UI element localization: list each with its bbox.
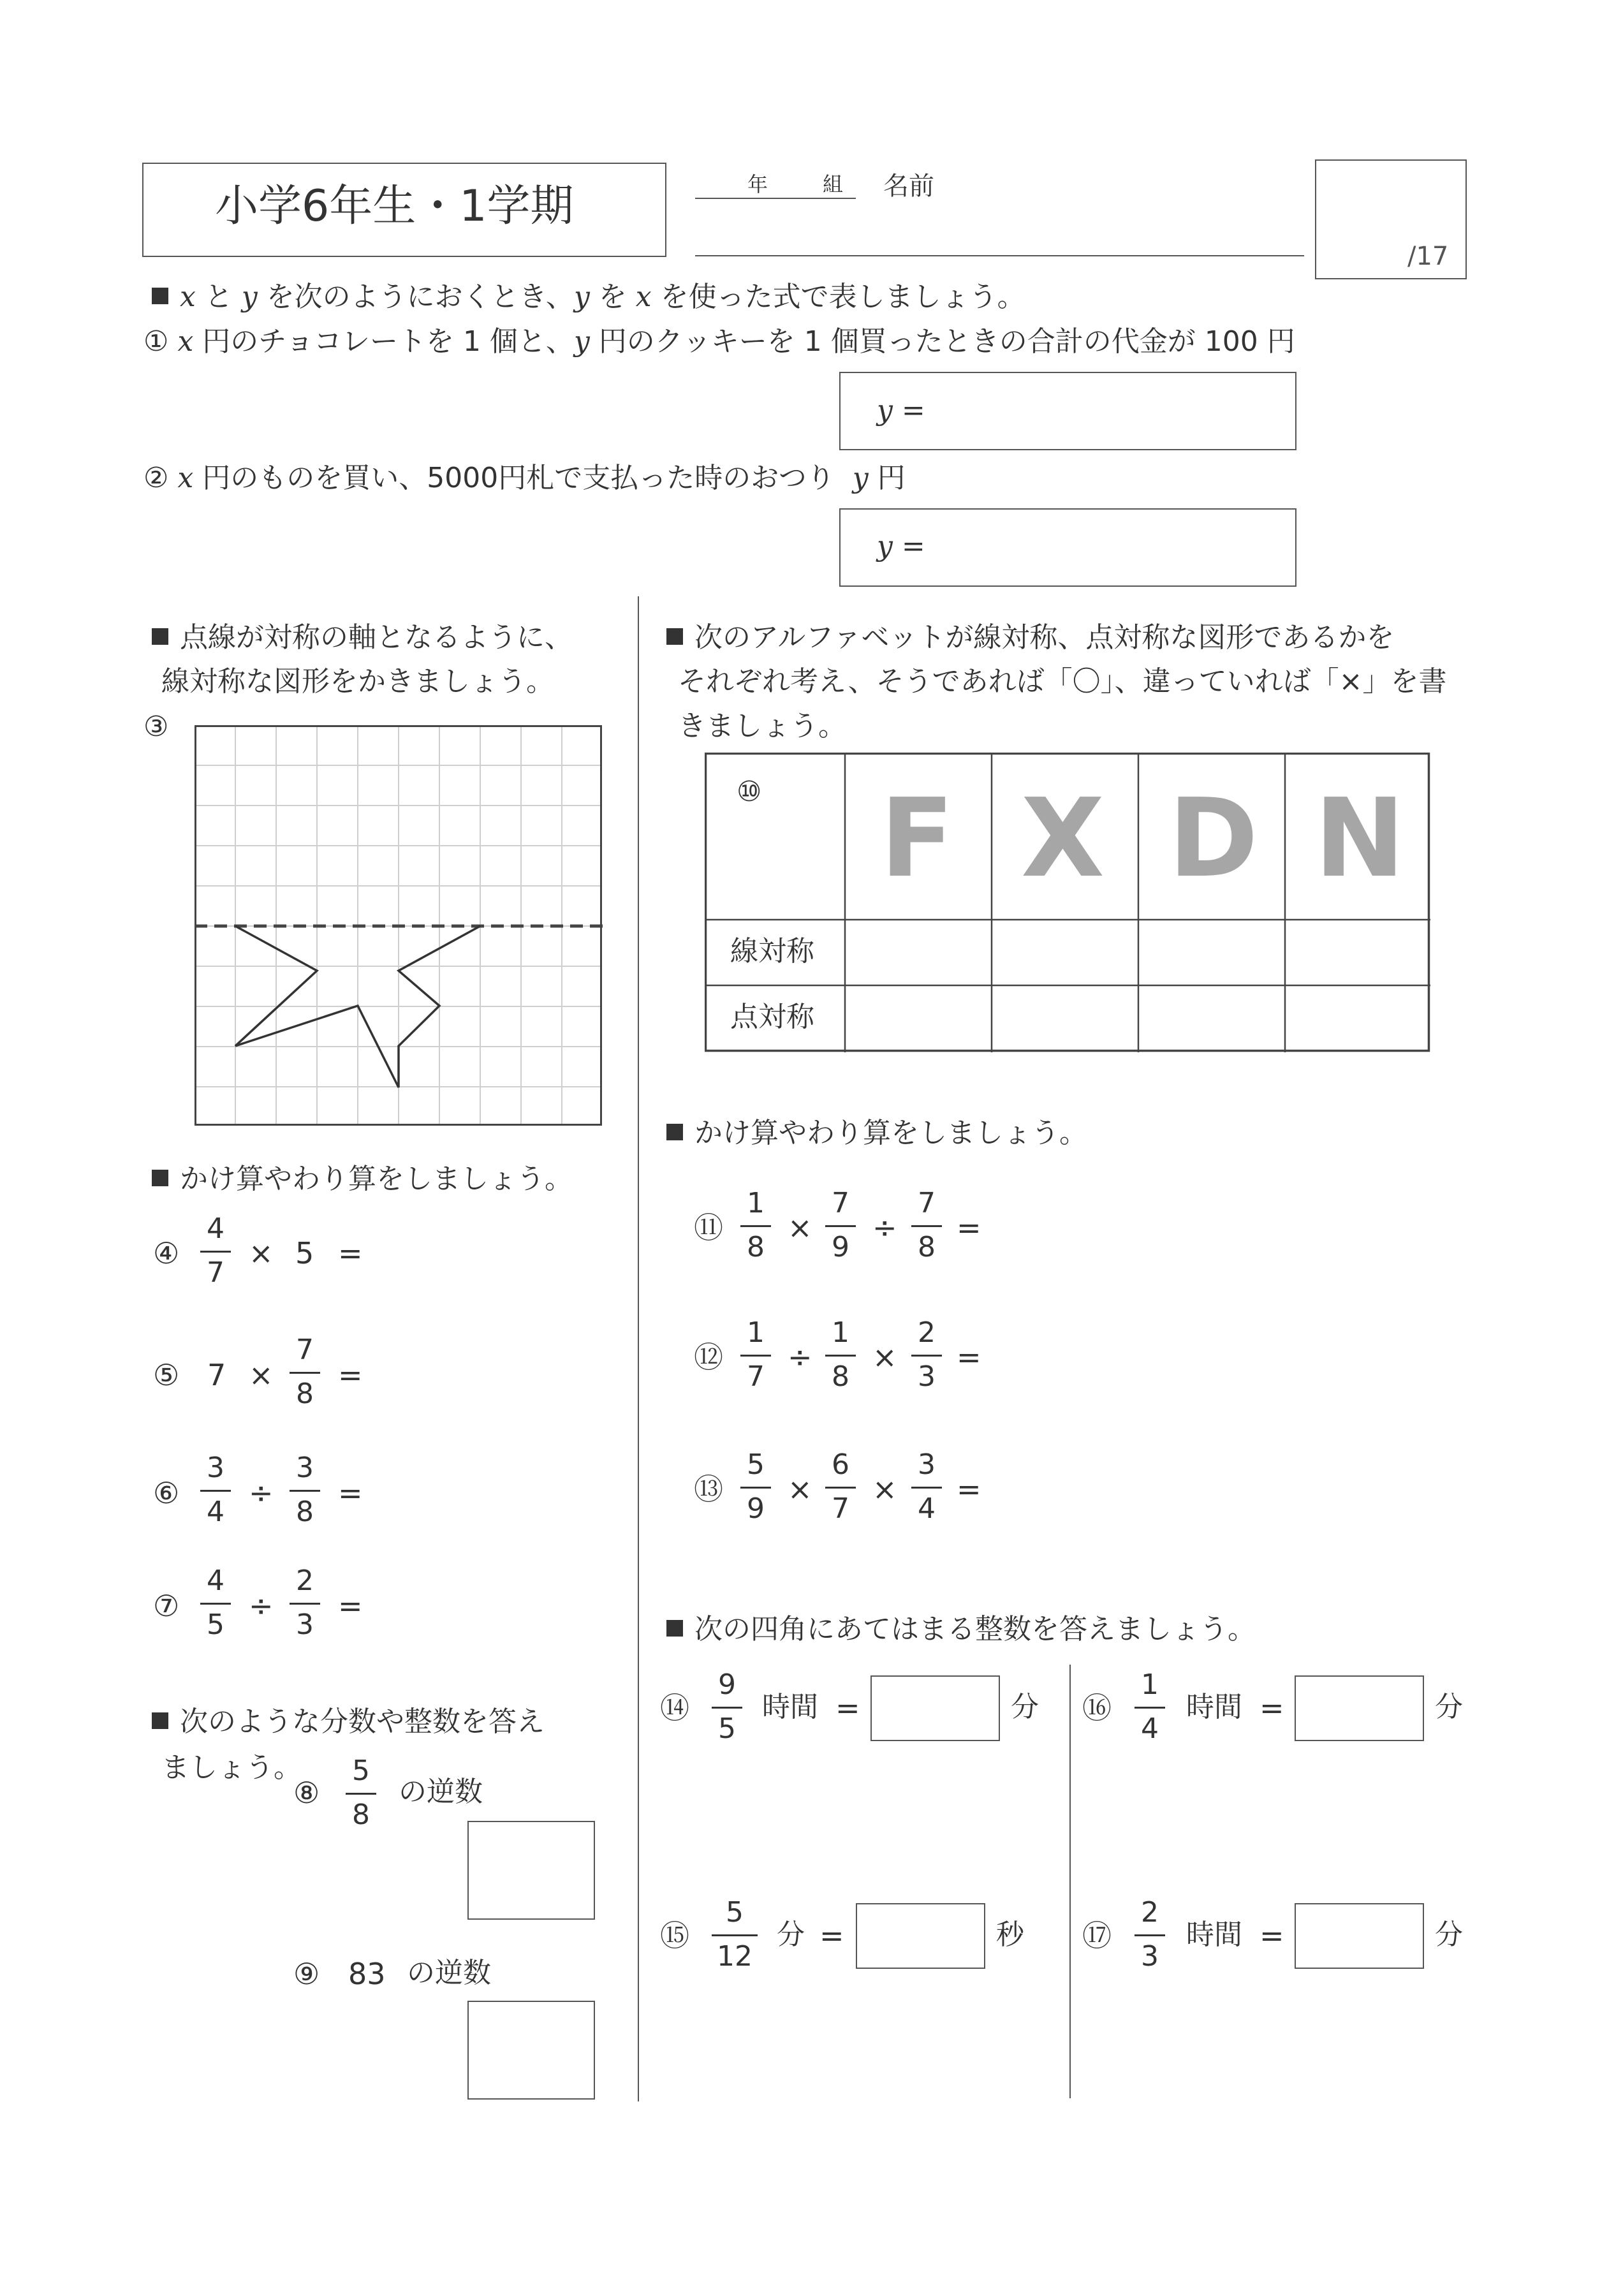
q4-operator: × — [249, 1236, 274, 1270]
q12-operator-2: × — [872, 1340, 897, 1374]
answer-cell-line-X[interactable] — [993, 921, 1138, 985]
answer-cell-point-D[interactable] — [1140, 987, 1285, 1051]
q11-fraction-2: 7 9 — [823, 1189, 858, 1262]
q9-text: の逆数 — [407, 1957, 491, 1989]
q17-unit-to: 分 — [1435, 1918, 1463, 1951]
row-label-point-symmetry: 点対称 — [730, 1001, 814, 1033]
page-title: 小学6年生・1学期 — [215, 181, 574, 232]
q5-equals: = — [338, 1358, 363, 1392]
q14-number: ⑭ — [660, 1691, 689, 1725]
letter-N: N — [1314, 776, 1406, 902]
q7-number: ⑦ — [153, 1589, 180, 1623]
q17-number: ⑰ — [1082, 1918, 1112, 1953]
q4-equals: = — [338, 1236, 363, 1270]
q8-answer-box[interactable] — [467, 1821, 595, 1920]
answer-cell-line-D[interactable] — [1140, 921, 1285, 985]
q5-operator: × — [249, 1358, 274, 1392]
q11-fraction-3: 7 8 — [909, 1189, 944, 1262]
q12-number: ⑫ — [694, 1340, 723, 1374]
q13-number: ⑬ — [694, 1472, 723, 1506]
q16-unit-from: 時間 — [1186, 1691, 1242, 1723]
q16-number: ⑯ — [1082, 1691, 1112, 1725]
q15-answer-box[interactable] — [856, 1903, 985, 1969]
answer-cell-point-X[interactable] — [993, 987, 1138, 1051]
q16-equals: = — [1259, 1691, 1284, 1725]
q2-text: ② x 円のものを買い、5000円札で支払った時のおつり y 円 — [143, 462, 906, 494]
alphabet-instruction: 次のアルファベットが線対称、点対称な図形であるかを — [666, 624, 1394, 652]
score-total: /17 — [1407, 242, 1449, 271]
symmetry-grid[interactable] — [195, 725, 606, 1127]
q1-text: ① x 円のチョコレートを 1 個と、y 円のクッキーを 1 個買ったときの合計の代金が 100 円 — [143, 325, 1295, 358]
letter-F: F — [880, 776, 955, 902]
answer-cell-line-F[interactable] — [846, 921, 992, 985]
q2-answer-prefix: y = — [877, 530, 925, 563]
name-label: 名前 — [883, 172, 934, 201]
column-divider — [638, 596, 639, 2101]
q9-number: ⑨ — [293, 1957, 320, 1991]
q13-operator-2: × — [872, 1472, 897, 1506]
q4-fraction-a: 4 7 — [198, 1215, 233, 1287]
q13-fraction-1: 5 9 — [738, 1451, 774, 1523]
q14-unit-to: 分 — [1011, 1691, 1039, 1723]
q16-unit-to: 分 — [1435, 1691, 1463, 1723]
answer-cell-line-N[interactable] — [1286, 921, 1429, 985]
q14-unit-from: 時間 — [762, 1691, 818, 1723]
q9-answer-box[interactable] — [467, 2001, 595, 2100]
q10-number: ⑩ — [737, 776, 762, 808]
q7-fraction-b: 2 3 — [287, 1567, 323, 1639]
q16-answer-box[interactable] — [1295, 1675, 1424, 1741]
name-underline[interactable] — [695, 255, 1304, 256]
q1-number: ① — [143, 325, 169, 358]
q11-operator-1: × — [788, 1211, 812, 1245]
calc-left-instruction: かけ算やわり算をしましょう。 — [152, 1165, 573, 1193]
q12-fraction-1: 1 7 — [738, 1319, 774, 1391]
q13-equals: = — [957, 1472, 981, 1506]
letter-D: D — [1168, 776, 1259, 902]
q17-unit-from: 時間 — [1186, 1918, 1242, 1951]
q15-equals: = — [819, 1918, 844, 1953]
q11-number: ⑪ — [694, 1211, 723, 1245]
q17-equals: = — [1259, 1918, 1284, 1953]
q11-equals: = — [957, 1211, 981, 1245]
q6-fraction-a: 3 4 — [198, 1454, 233, 1526]
q6-operator: ÷ — [249, 1476, 274, 1510]
q15-number: ⑮ — [660, 1918, 689, 1953]
q4-value-b: 5 — [295, 1236, 314, 1270]
q5-fraction-b: 7 8 — [287, 1336, 323, 1408]
q15-fraction: 5 12 — [709, 1899, 760, 1971]
alphabet-instruction-2: それぞれ考え、そうであれば「〇」、違っていれば「×」を書 — [678, 665, 1447, 698]
q9-value: 83 — [348, 1957, 386, 1991]
q14-fraction: 9 5 — [709, 1671, 745, 1743]
q1-answer-prefix: y = — [877, 394, 925, 427]
q11-fraction-1: 1 8 — [738, 1189, 774, 1262]
q7-equals: = — [338, 1589, 363, 1623]
q14-equals: = — [835, 1691, 860, 1725]
q2-number: ② — [143, 462, 169, 494]
q7-operator: ÷ — [249, 1589, 274, 1623]
q5-value-a: 7 — [207, 1358, 226, 1392]
units-divider — [1069, 1665, 1071, 2098]
year-label: 年 — [747, 172, 768, 196]
q15-unit-from: 分 — [777, 1918, 805, 1951]
q12-fraction-3: 2 3 — [909, 1319, 944, 1391]
q12-fraction-2: 1 8 — [823, 1319, 858, 1391]
symmetry-instruction: 点線が対称の軸となるように、 — [152, 624, 573, 652]
row-label-line-symmetry: 線対称 — [730, 935, 814, 968]
q8-fraction: 5 8 — [343, 1757, 379, 1829]
q13-fraction-2: 6 7 — [823, 1451, 858, 1523]
q16-fraction: 1 4 — [1132, 1671, 1168, 1743]
q8-text: の逆数 — [399, 1776, 483, 1808]
q7-fraction-a: 4 5 — [198, 1567, 233, 1639]
calc-right-instruction: かけ算やわり算をしましょう。 — [666, 1119, 1087, 1147]
symmetry-instruction-2: 線対称な図形をかきましょう。 — [161, 665, 554, 698]
answer-cell-point-N[interactable] — [1286, 987, 1429, 1051]
q12-equals: = — [957, 1340, 981, 1374]
answer-cell-point-F[interactable] — [846, 987, 992, 1051]
q12-operator-1: ÷ — [788, 1340, 812, 1374]
units-instruction: 次の四角にあてはまる整数を答えましょう。 — [666, 1615, 1256, 1644]
q4-number: ④ — [153, 1236, 180, 1270]
alphabet-instruction-3: きましょう。 — [678, 710, 846, 742]
q13-operator-1: × — [788, 1472, 812, 1506]
q17-fraction: 2 3 — [1132, 1899, 1168, 1971]
q6-number: ⑥ — [153, 1476, 180, 1510]
reciprocal-instruction-2: ましょう。 — [161, 1751, 302, 1784]
q8-number: ⑧ — [293, 1776, 320, 1810]
q6-fraction-b: 3 8 — [287, 1454, 323, 1526]
q14-answer-box[interactable] — [870, 1675, 1000, 1741]
q6-equals: = — [338, 1476, 363, 1510]
section-a-instruction: x と y を次のようにおくとき、y を x を使った式で表しましょう。 — [152, 283, 1025, 311]
q17-answer-box[interactable] — [1295, 1903, 1424, 1969]
q11-operator-2: ÷ — [872, 1211, 897, 1245]
q5-number: ⑤ — [153, 1358, 180, 1392]
q13-fraction-3: 3 4 — [909, 1451, 944, 1523]
reciprocal-instruction: 次のような分数や整数を答え — [152, 1708, 545, 1736]
class-label: 組 — [823, 172, 844, 196]
q3-number: ③ — [143, 710, 169, 743]
letter-X: X — [1021, 776, 1105, 902]
year-class-underline — [695, 198, 856, 199]
q15-unit-to: 秒 — [996, 1918, 1024, 1951]
